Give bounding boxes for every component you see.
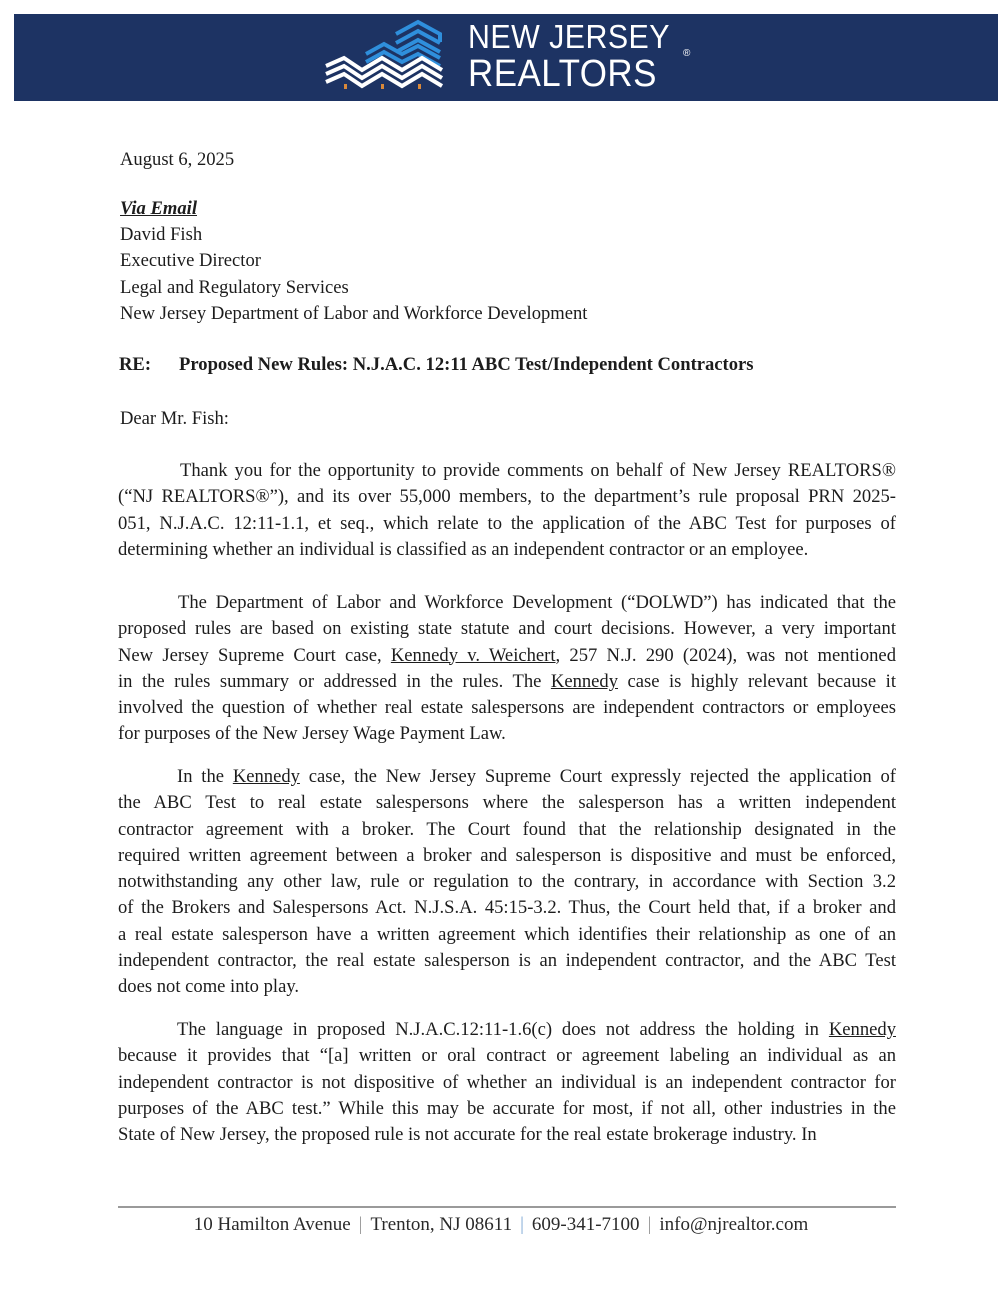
footer-divider [118,1206,896,1208]
case-citation: Kennedy [232,766,300,787]
text-segment: independent contractor, the real estate salesperson is an independent contractor, and the ABC Test [118,950,896,972]
text-segment: case, the New Jersey Supreme Court expressly rejected the application of [299,766,896,787]
footer-city: Trenton, NJ 08611 [370,1214,513,1235]
footer-separator: | [647,1214,652,1235]
text-segment: the ABC Test to real estate salespersons where the salesperson has a written independent [118,792,896,814]
body-paragraph [118,590,896,748]
registered-mark: ® [683,48,691,59]
paragraph-line [118,1017,896,1043]
footer-contact [0,1214,1002,1236]
paragraph-line [118,1122,896,1148]
paragraph-line [118,695,896,721]
footer-email[interactable]: info@njrealtor.com [659,1214,809,1235]
footer-address: 10 Hamilton Avenue [193,1214,351,1235]
text-segment: in the rules summary or addressed in the rules. The [118,670,551,692]
footer-separator: | [358,1214,363,1235]
text-segment: In the [177,766,233,787]
paragraph-line [118,643,896,669]
recipient-name: David Fish [120,224,203,245]
paragraph-line [118,511,896,537]
paragraph-line [118,669,896,695]
text-segment: involved the question of whether real estate salespersons are independent contractors or employees [118,697,896,719]
text-segment: New Jersey Supreme Court case, [118,644,391,666]
text-segment: 051, N.J.A.C. 12:11-1.1, et seq., which relate to the application of the ABC Test for purposes of [118,512,896,534]
text-segment: State of New Jersey, the proposed rule is not accurate for the real estate brokerage industry. In [118,1124,817,1146]
text-segment: does not come into play. [118,976,300,998]
paragraph-line [118,974,896,1000]
paragraph-line [118,484,896,510]
paragraph-line [118,843,896,869]
paragraph-line [118,1096,896,1122]
case-citation: Kennedy [550,670,619,692]
logo-buildings-icon [322,14,462,90]
text-segment: because it provides that “[a] written or oral contract or agreement labeling an individual as an [118,1045,896,1067]
recipient-department: New Jersey Department of Labor and Workforce Development [120,303,588,324]
text-segment: independent contractor is not dispositive of whether an individual is an independent contractor for [118,1071,896,1093]
letter-date: August 6, 2025 [120,149,235,170]
paragraph-line [118,790,896,816]
text-segment: of the Brokers and Salespersons Act. N.J.S.A. 45:15-3.2. Thus, the Court held that, if a broker and [118,897,896,919]
body-paragraph [118,1017,896,1148]
paragraph-line [118,948,896,974]
paragraph-line [118,869,896,895]
text-segment: The Department of Labor and Workforce Development (“DOLWD”) has indicated that the [178,592,896,613]
text-segment: , 257 N.J. 290 (2024), was not mentioned [555,644,896,666]
re-label: RE: [119,354,152,375]
paragraph-line [118,922,896,948]
text-segment: required written agreement between a broker and salesperson is dispositive and must be enforced, [118,844,896,866]
salutation: Dear Mr. Fish: [120,408,229,429]
footer-separator: | [520,1214,524,1235]
text-segment: The language in proposed N.J.A.C.12:11-1.6(c) does not address the holding in [177,1019,829,1040]
paragraph-line [118,721,896,747]
logo-text-realtors: REALTORS [468,53,657,95]
text-segment: a real estate salesperson have a written agreement which identifies their relationship as one of an [118,923,896,945]
paragraph-line [118,895,896,921]
text-segment: purposes of the ABC test.” While this may be accurate for most, if not all, other industries in the [118,1097,896,1119]
paragraph-line [118,616,896,642]
text-segment: Thank you for the opportunity to provide comments on behalf of New Jersey REALTORS® [180,460,896,481]
text-segment: for purposes of the New Jersey Wage Payment Law. [118,723,506,745]
paragraph-line [118,537,896,563]
paragraph-line [118,590,896,616]
text-segment: case is highly relevant because it [618,670,896,692]
re-subject: Proposed New Rules: N.J.A.C. 12:11 ABC Test/Independent Contractors [179,354,754,375]
case-citation: Kennedy [828,1019,896,1040]
text-segment: notwithstanding any other law, rule or regulation to the contrary, in accordance with Section 3.2 [118,871,896,893]
body-paragraph [118,458,896,563]
paragraph-line [118,458,896,484]
paragraph-line [118,1070,896,1096]
logo-text-new-jersey: NEW JERSEY [468,18,670,55]
text-segment: proposed rules are based on existing state statute and court decisions. However, a very important [118,618,896,640]
paragraph-line [118,1043,896,1069]
footer-phone: 609-341-7100 [531,1214,640,1235]
text-segment: determining whether an individual is classified as an independent contractor or an employee. [118,538,809,560]
text-segment: contractor agreement with a broker. The Court found that the relationship designated in the [118,818,896,840]
paragraph-line [118,817,896,843]
delivery-method: Via Email [120,198,197,219]
paragraph-line [118,764,896,790]
text-segment: (“NJ REALTORS®”), and its over 55,000 members, to the department’s rule proposal PRN 2025- [118,486,896,508]
recipient-title: Executive Director [120,250,261,271]
body-paragraph [118,764,896,1001]
case-citation: Kennedy v. Weichert [390,644,556,666]
recipient-division: Legal and Regulatory Services [120,277,349,298]
